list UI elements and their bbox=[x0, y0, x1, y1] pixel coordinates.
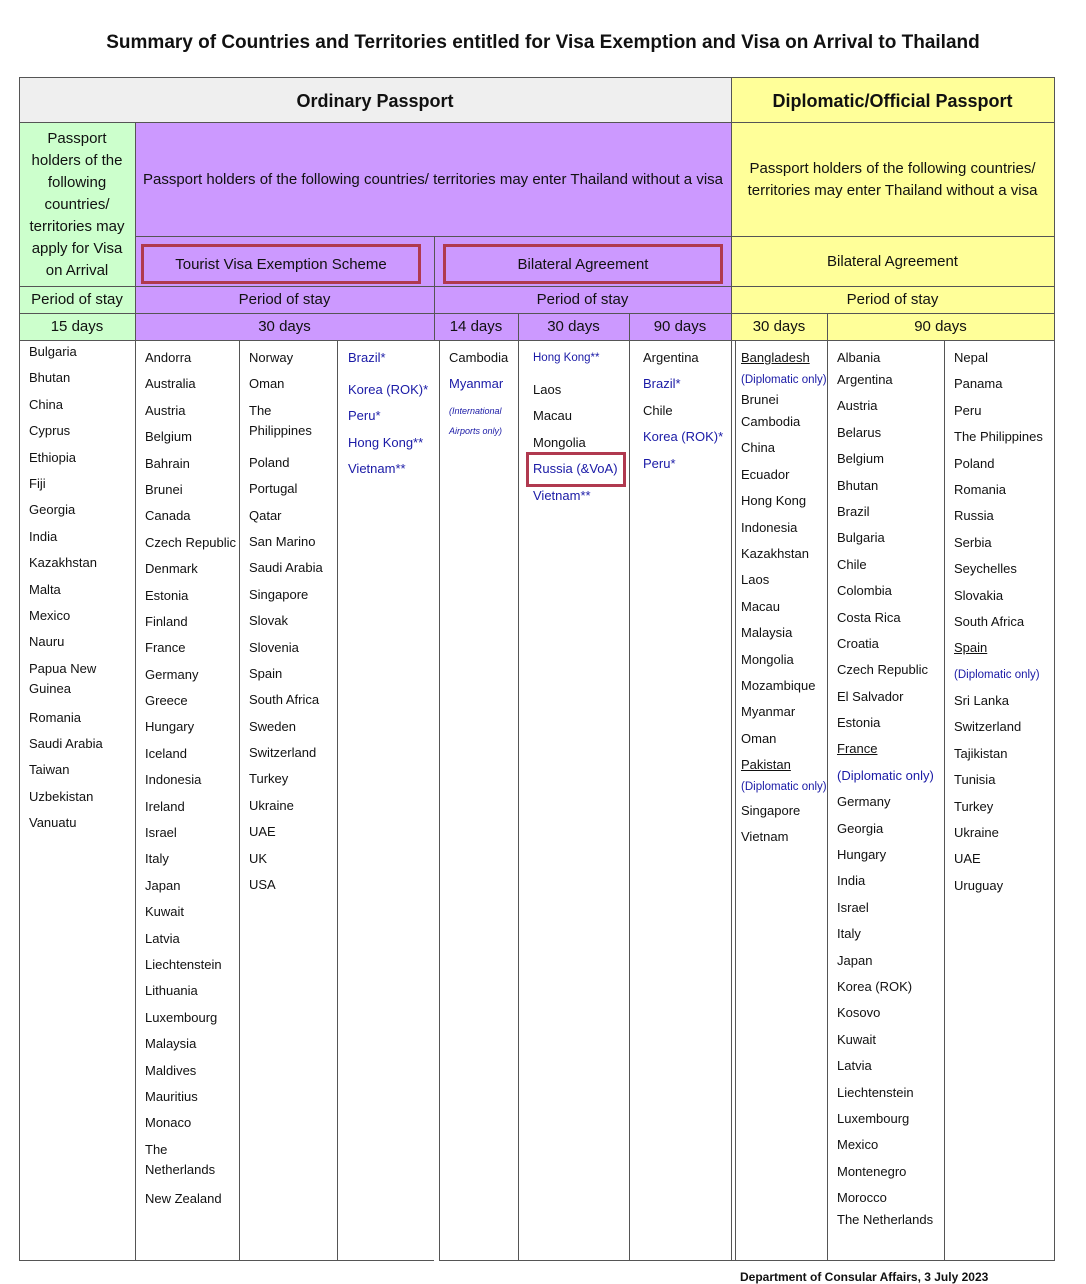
list-item: Belarus bbox=[837, 424, 882, 440]
list-item: Cambodia bbox=[449, 350, 509, 365]
list-item: Denmark bbox=[145, 561, 198, 577]
list-item: Albania bbox=[837, 350, 881, 365]
list-item: Kosovo bbox=[837, 1005, 881, 1021]
ordinary-description: Passport holders of the following countries/ territories may enter Thailand without a visa bbox=[135, 123, 731, 237]
list-item: Tunisia bbox=[954, 772, 996, 788]
diplomatic-30-list bbox=[741, 348, 826, 854]
list-item: Poland bbox=[249, 454, 290, 470]
tourist-visa-exemption-label: Tourist Visa Exemption Scheme bbox=[141, 244, 421, 284]
days-30-bilateral: 30 days bbox=[518, 314, 629, 340]
list-item: New Zealand bbox=[145, 1190, 222, 1206]
list-item: Mauritius bbox=[145, 1088, 198, 1104]
list-item: Spain bbox=[954, 640, 988, 656]
list-item: UAE bbox=[954, 851, 981, 867]
list-item-note: (Diplomatic only) bbox=[954, 668, 1040, 681]
list-item: Malta bbox=[29, 581, 61, 597]
list-item: Singapore bbox=[741, 803, 801, 819]
list-item: Argentina bbox=[643, 350, 699, 365]
list-item: Mongolia bbox=[741, 651, 794, 667]
list-item-note: (Diplomatic only) bbox=[741, 374, 827, 386]
list-item: UAE bbox=[249, 824, 276, 840]
list-item: Taiwan bbox=[29, 762, 70, 778]
list-item: El Salvador bbox=[837, 688, 904, 704]
list-item: Myanmar bbox=[449, 376, 504, 392]
period-of-stay-diplomatic: Period of stay bbox=[731, 286, 1054, 314]
list-item: Slovakia bbox=[954, 587, 1004, 603]
list-item: Russia bbox=[954, 508, 994, 524]
days-14-bilateral: 14 days bbox=[434, 314, 518, 340]
list-item: Vietnam** bbox=[533, 487, 591, 503]
list-item: Vanuatu bbox=[29, 815, 77, 831]
list-item: The Philippines bbox=[954, 429, 1043, 445]
list-item: Hungary bbox=[145, 719, 195, 735]
list-item: Hong Kong bbox=[741, 493, 807, 509]
list-item: Belgium bbox=[145, 429, 192, 445]
list-item: Macau bbox=[741, 598, 781, 614]
list-item: Finland bbox=[145, 613, 188, 629]
period-of-stay-voa: Period of stay bbox=[19, 286, 135, 314]
list-item: Bhutan bbox=[837, 477, 879, 493]
list-item: Argentina bbox=[837, 372, 893, 387]
list-item: Nauru bbox=[29, 634, 65, 650]
list-item: Kuwait bbox=[837, 1031, 877, 1047]
list-item: Liechtenstein bbox=[837, 1084, 914, 1100]
footer-source: Department of Consular Affairs, 3 July 2023 bbox=[740, 1270, 989, 1284]
list-item: Cyprus bbox=[29, 423, 71, 439]
bilateral-30-list bbox=[533, 348, 627, 512]
list-item: Ecuador bbox=[741, 466, 790, 482]
list-item-note: (International Airports only) bbox=[449, 405, 503, 436]
list-item: Hungary bbox=[837, 847, 887, 863]
list-item: Bulgaria bbox=[29, 344, 77, 359]
list-item: Brunei bbox=[145, 481, 183, 497]
list-item: Croatia bbox=[837, 635, 879, 651]
list-item: Brazil* bbox=[348, 350, 386, 365]
list-item: Bhutan bbox=[29, 370, 71, 386]
period-of-stay-bilateral: Period of stay bbox=[434, 286, 731, 314]
list-item: Papua New Guinea bbox=[29, 660, 97, 696]
list-item: Australia bbox=[145, 376, 196, 392]
list-item: India bbox=[29, 528, 58, 544]
list-item: Ukraine bbox=[249, 797, 294, 813]
days-15-voa: 15 days bbox=[19, 314, 135, 340]
list-item: Brunei bbox=[741, 392, 779, 407]
list-item: Estonia bbox=[837, 715, 881, 731]
list-item: Ethiopia bbox=[29, 449, 76, 465]
list-item: Brazil* bbox=[643, 376, 681, 392]
list-item: Germany bbox=[145, 666, 199, 682]
list-item: Maldives bbox=[145, 1062, 197, 1078]
list-item: Monaco bbox=[145, 1115, 192, 1131]
list-item: The Netherlands bbox=[837, 1212, 934, 1228]
list-item: Morocco bbox=[837, 1190, 887, 1206]
diplomatic-90-list-a bbox=[837, 348, 943, 1237]
list-item: Liechtenstein bbox=[145, 956, 222, 972]
list-item: Germany bbox=[837, 794, 891, 810]
list-item: Laos bbox=[533, 382, 562, 397]
list-item: Uzbekistan bbox=[29, 788, 94, 804]
list-item: Chile bbox=[643, 402, 673, 418]
list-item-note: (Diplomatic only) bbox=[741, 781, 827, 794]
list-item: Mexico bbox=[837, 1137, 879, 1153]
tourist-country-list-3 bbox=[348, 348, 436, 486]
list-item: Fiji bbox=[29, 475, 46, 491]
list-item: Peru bbox=[954, 402, 982, 418]
list-item: Indonesia bbox=[145, 772, 202, 788]
list-item: Mongolia bbox=[533, 434, 586, 450]
list-item: Turkey bbox=[249, 771, 289, 787]
list-item: Brazil bbox=[837, 503, 870, 519]
list-item: Georgia bbox=[29, 502, 76, 518]
list-item: Hong Kong** bbox=[533, 352, 600, 364]
list-item: Panama bbox=[954, 376, 1003, 392]
list-item: Slovak bbox=[249, 613, 289, 629]
list-item: Peru* bbox=[348, 408, 381, 424]
list-item: Korea (ROK) bbox=[837, 978, 913, 994]
list-item: Bulgaria bbox=[837, 530, 885, 546]
days-90-bilateral: 90 days bbox=[629, 314, 731, 340]
list-item: Switzerland bbox=[954, 719, 1022, 735]
tourist-country-list-2 bbox=[249, 348, 335, 901]
list-item: France bbox=[145, 640, 186, 656]
list-item: Lithuania bbox=[145, 983, 198, 999]
list-item: Latvia bbox=[145, 930, 180, 946]
list-item: Latvia bbox=[837, 1058, 872, 1074]
voa-description: Passport holders of the following countries/ territories may apply for Visa on Arrival bbox=[19, 123, 135, 286]
list-item: Czech Republic bbox=[145, 534, 237, 550]
list-item: Chile bbox=[837, 556, 867, 572]
list-item: Luxembourg bbox=[837, 1110, 910, 1126]
list-item: Kazakhstan bbox=[741, 545, 809, 561]
list-item: Romania bbox=[954, 481, 1007, 497]
list-item: Costa Rica bbox=[837, 609, 901, 625]
list-item: Hong Kong** bbox=[348, 434, 424, 450]
list-item: Kuwait bbox=[145, 904, 185, 920]
list-item: Nepal bbox=[954, 350, 988, 365]
list-item: Laos bbox=[741, 572, 770, 588]
list-item: Malaysia bbox=[741, 625, 793, 641]
list-item: Portugal bbox=[249, 481, 298, 497]
list-item: The Netherlands bbox=[145, 1141, 216, 1177]
list-item: Greece bbox=[145, 693, 188, 709]
list-item: Oman bbox=[741, 730, 777, 746]
list-item: Seychelles bbox=[954, 561, 1017, 577]
list-item: Vietnam** bbox=[348, 461, 406, 477]
list-item: USA bbox=[249, 877, 276, 893]
days-90-diplomatic: 90 days bbox=[827, 314, 1054, 340]
diplomatic-description: Passport holders of the following countries/ territories may enter Thailand without a visa bbox=[731, 123, 1054, 237]
list-item: Oman bbox=[249, 376, 285, 392]
list-item: Switzerland bbox=[249, 745, 317, 761]
list-item: Ukraine bbox=[954, 825, 999, 841]
list-item: Montenegro bbox=[837, 1163, 907, 1179]
list-item: Korea (ROK)* bbox=[643, 429, 724, 445]
list-item: Sri Lanka bbox=[954, 693, 1009, 709]
list-item: San Marino bbox=[249, 533, 316, 549]
list-item: Serbia bbox=[954, 534, 992, 550]
voa-country-list bbox=[29, 342, 133, 840]
list-item: Estonia bbox=[145, 587, 189, 603]
period-of-stay-tourist: Period of stay bbox=[135, 286, 434, 314]
list-item: Ireland bbox=[145, 798, 185, 814]
list-item: Turkey bbox=[954, 798, 994, 814]
list-item: Pakistan bbox=[741, 757, 791, 773]
list-item: Italy bbox=[145, 851, 169, 867]
list-item: Macau bbox=[533, 408, 573, 424]
list-item: Russia (&VoA) bbox=[533, 461, 618, 477]
list-item: Bangladesh bbox=[741, 350, 810, 365]
list-item: China bbox=[29, 396, 63, 412]
bilateral-14-list bbox=[449, 348, 517, 436]
days-30-tourist: 30 days bbox=[135, 314, 434, 340]
list-item: Luxembourg bbox=[145, 1009, 218, 1025]
diplomatic-bilateral-label: Bilateral Agreement bbox=[731, 237, 1054, 286]
list-item: Tajikistan bbox=[954, 745, 1008, 761]
list-item: Georgia bbox=[837, 820, 884, 836]
list-item: Spain bbox=[249, 665, 283, 681]
list-item: China bbox=[741, 440, 775, 456]
list-item: Indonesia bbox=[741, 519, 798, 535]
list-item: Saudi Arabia bbox=[249, 560, 323, 576]
list-item: Mexico bbox=[29, 607, 71, 623]
bilateral-agreement-label: Bilateral Agreement bbox=[443, 244, 723, 284]
list-item: Japan bbox=[145, 877, 181, 893]
list-item: Slovenia bbox=[249, 639, 299, 655]
list-item: South Africa bbox=[954, 613, 1025, 629]
list-item: Andorra bbox=[145, 350, 192, 365]
diplomatic-passport-header: Diplomatic/Official Passport bbox=[731, 78, 1054, 123]
list-item: Iceland bbox=[145, 745, 187, 761]
list-item: Peru* bbox=[643, 455, 676, 471]
list-item: Italy bbox=[837, 926, 861, 942]
days-30-diplomatic: 30 days bbox=[731, 314, 827, 340]
list-item: Uruguay bbox=[954, 877, 1004, 893]
page-title: Summary of Countries and Territories entitled for Visa Exemption and Visa on Arrival to Thailand bbox=[106, 32, 980, 53]
list-item: South Africa bbox=[249, 692, 320, 708]
ordinary-passport-header: Ordinary Passport bbox=[19, 78, 731, 123]
diplomatic-90-list-b bbox=[954, 348, 1052, 902]
list-item: Korea (ROK)* bbox=[348, 382, 429, 397]
list-item: Saudi Arabia bbox=[29, 736, 103, 752]
list-item: UK bbox=[249, 850, 268, 866]
list-item: Bahrain bbox=[145, 455, 190, 471]
list-item: Japan bbox=[837, 952, 873, 968]
list-item: Qatar bbox=[249, 507, 282, 523]
list-item: Romania bbox=[29, 709, 82, 725]
list-item: Israel bbox=[145, 825, 177, 841]
list-item: Malaysia bbox=[145, 1036, 197, 1052]
list-item: Czech Republic bbox=[837, 662, 929, 678]
list-item: Canada bbox=[145, 508, 191, 524]
list-item: The Philippines bbox=[249, 402, 312, 438]
list-item: Kazakhstan bbox=[29, 555, 97, 571]
list-item: India bbox=[837, 873, 866, 889]
list-item: Israel bbox=[837, 899, 869, 915]
list-item: Cambodia bbox=[741, 414, 801, 429]
list-item: Austria bbox=[837, 398, 878, 414]
list-item: Myanmar bbox=[741, 704, 796, 720]
list-item: Vietnam bbox=[741, 829, 789, 845]
list-item: Singapore bbox=[249, 586, 309, 602]
list-item: Austria bbox=[145, 402, 186, 418]
list-item: France bbox=[837, 741, 878, 757]
list-item: Norway bbox=[249, 350, 294, 365]
list-item: Belgium bbox=[837, 451, 884, 467]
list-item: Sweden bbox=[249, 718, 296, 734]
tourist-country-list-1 bbox=[145, 348, 237, 1215]
bilateral-90-list bbox=[643, 348, 729, 480]
list-item: Poland bbox=[954, 455, 995, 471]
russia-highlight-box bbox=[526, 452, 626, 487]
list-item-note: (Diplomatic only) bbox=[837, 767, 934, 783]
list-item: Colombia bbox=[837, 583, 892, 599]
list-item: Mozambique bbox=[741, 677, 816, 693]
